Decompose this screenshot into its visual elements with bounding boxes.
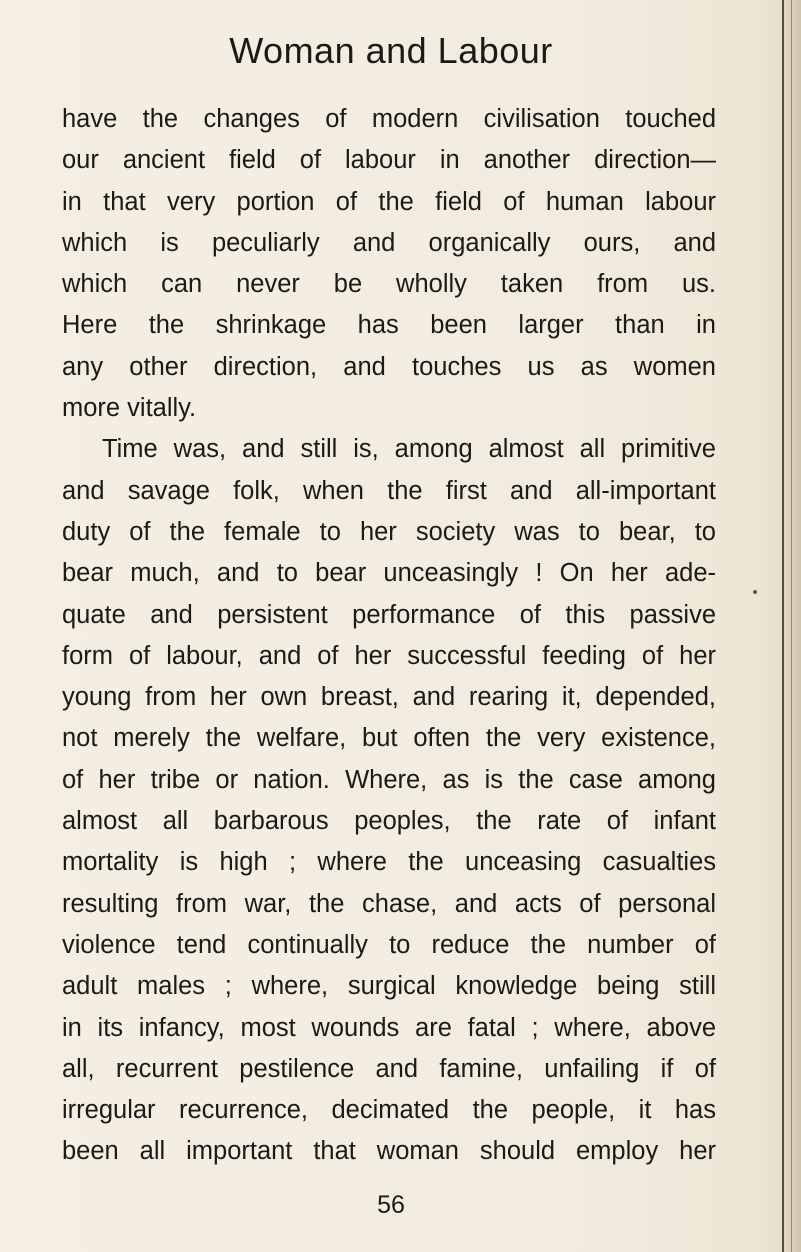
text-line: our ancient field of labour in another direction— — [62, 146, 716, 175]
text-line: not merely the welfare, but often the very existence, — [62, 724, 716, 753]
text-line-paragraph-end: more vitally. — [62, 394, 197, 423]
text-line: bear much, and to bear unceasingly ! On her ade- — [62, 559, 716, 588]
text-line: of her tribe or nation. Where, as is the case among — [62, 765, 716, 794]
text-line: which is peculiarly and organically ours, and — [62, 228, 716, 257]
body-text — [62, 99, 716, 1173]
text-line: in that very portion of the field of human labour — [62, 187, 716, 216]
text-line: resulting from war, the chase, and acts of personal — [62, 889, 716, 918]
text-line: almost all barbarous peoples, the rate of infant — [62, 807, 716, 836]
text-line: any other direction, and touches us as women — [62, 352, 716, 381]
text-line: adult males ; where, surgical knowledge being still — [62, 972, 716, 1001]
text-line: and savage folk, when the first and all-important — [62, 476, 716, 505]
text-line-paragraph-start: Time was, and still is, among almost all primitive — [102, 435, 716, 464]
text-line: which can never be wholly taken from us. — [62, 270, 716, 299]
text-line: violence tend continually to reduce the number of — [62, 930, 716, 959]
text-line: irregular recurrence, decimated the people, it has — [62, 1096, 716, 1125]
text-line: quate and persistent performance of this passive — [62, 600, 716, 629]
running-head: Woman and Labour — [229, 30, 553, 71]
ink-speck — [753, 590, 757, 594]
page-edge-line-secondary — [791, 0, 792, 1252]
text-line: in its infancy, most wounds are fatal ; where, above — [62, 1013, 716, 1042]
text-line: duty of the female to her society was to bear, to — [62, 517, 716, 546]
text-line: form of labour, and of her successful feeding of her — [62, 641, 716, 670]
page-number: 56 — [377, 1191, 405, 1219]
text-line: all, recurrent pestilence and famine, unfailing if of — [62, 1054, 716, 1083]
text-line: Here the shrinkage has been larger than in — [62, 311, 716, 340]
text-line: been all important that woman should employ her — [62, 1137, 716, 1166]
text-line: have the changes of modern civilisation touched — [62, 105, 716, 133]
page-edge-line — [782, 0, 784, 1252]
text-line: young from her own breast, and rearing it, depended, — [62, 683, 716, 712]
text-line: mortality is high ; where the unceasing casualties — [62, 848, 716, 877]
